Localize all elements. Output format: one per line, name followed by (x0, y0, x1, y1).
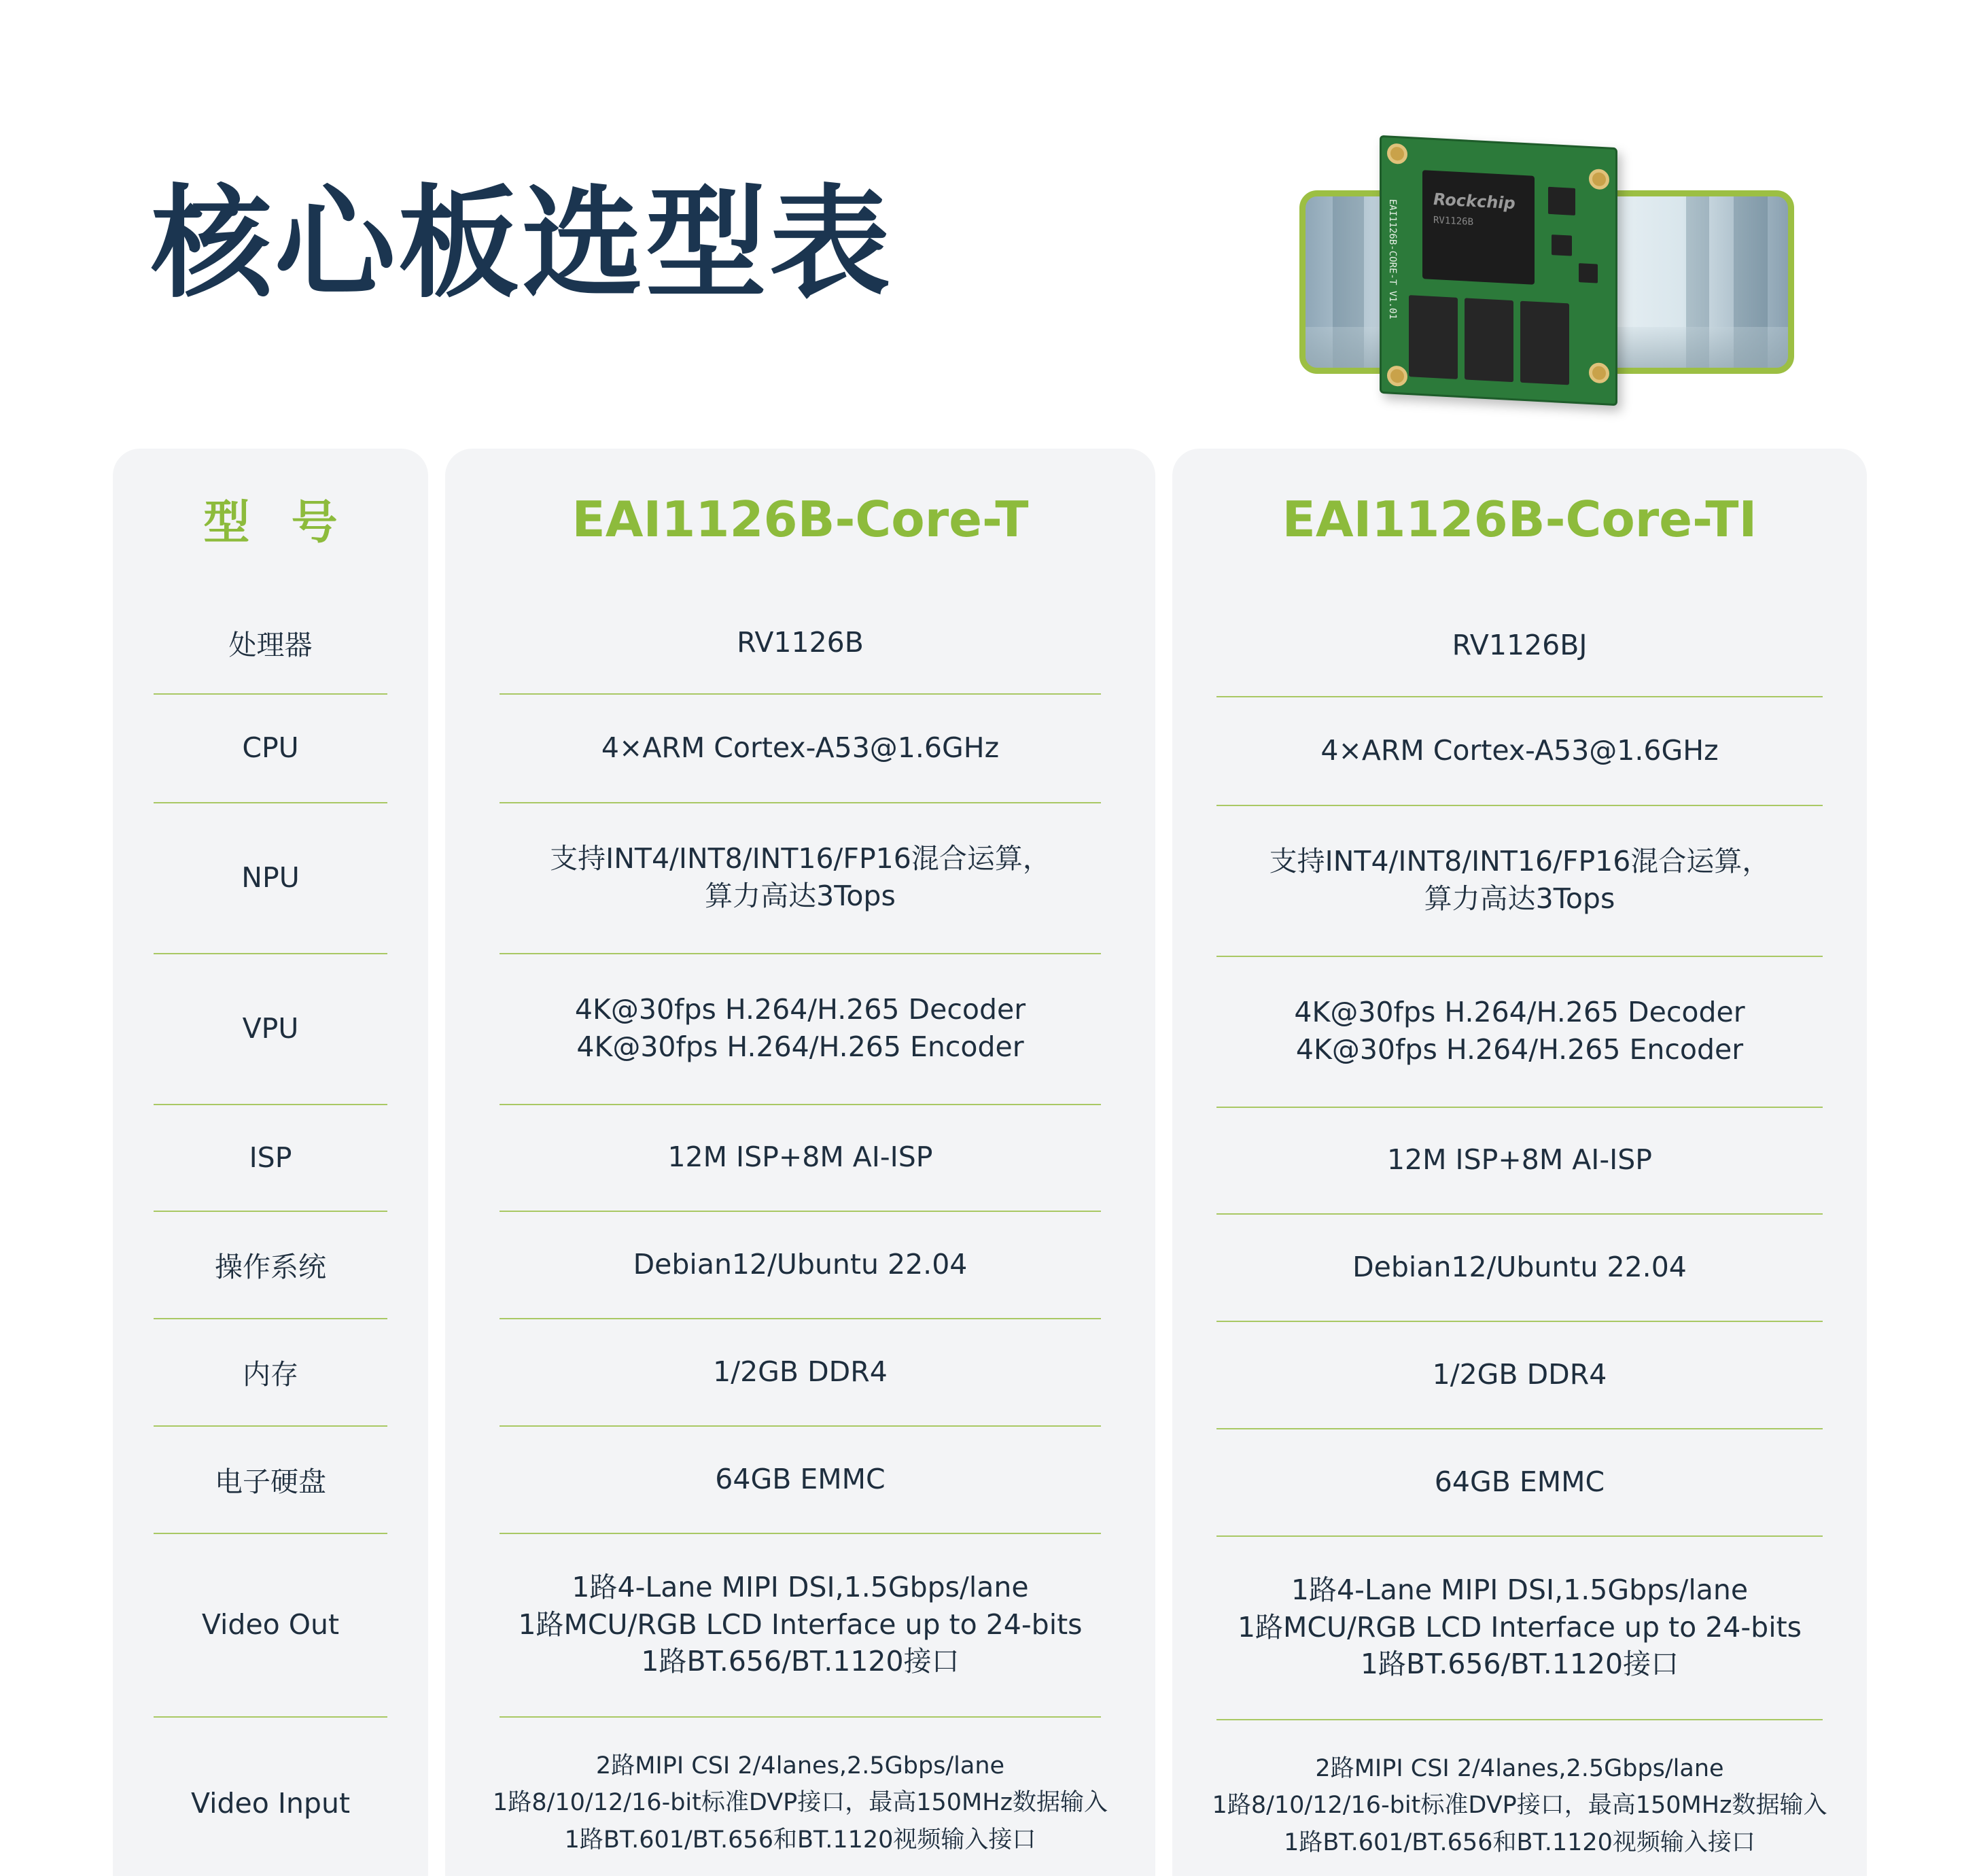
row-label (113, 1533, 428, 1716)
row-label (113, 1425, 428, 1533)
spec-value: 1/2GB DDR4 (713, 1355, 888, 1388)
spec-cell (1172, 1107, 1867, 1213)
spec-value: 支持INT4/INT8/INT16/FP16混合运算， 算力高达3Tops (1269, 845, 1770, 915)
spec-value: 12M ISP+8M AI-ISP (667, 1141, 933, 1174)
model-t-column (445, 449, 1155, 1876)
row-label-text: CPU (242, 731, 299, 764)
memory-chip (1465, 298, 1513, 382)
row-label-text: VPU (242, 1012, 299, 1045)
soc-chip (1422, 170, 1535, 285)
spec-cell (445, 591, 1155, 693)
row-label (113, 802, 428, 953)
spec-cell (1172, 1321, 1867, 1428)
spec-value: Debian12/Ubuntu 22.04 (1352, 1250, 1687, 1283)
spec-cell (445, 693, 1155, 802)
spec-value: 64GB EMMC (1434, 1465, 1605, 1498)
spec-cell (1172, 1535, 1867, 1719)
row-label (113, 1211, 428, 1318)
memory-chip (1409, 295, 1458, 379)
row-label (113, 953, 428, 1104)
spec-cell (445, 1211, 1155, 1318)
row-label (113, 1104, 428, 1211)
spec-value: 支持INT4/INT8/INT16/FP16混合运算， 算力高达3Tops (550, 842, 1051, 912)
board-silkscreen: EAI1126B-CORE-T V1.01 (1387, 198, 1398, 320)
model-t-header: EAI1126B-Core-T (572, 491, 1029, 548)
spec-value: 1/2GB DDR4 (1432, 1357, 1607, 1391)
model-ti-column (1172, 449, 1867, 1876)
spec-cell (445, 1716, 1155, 1876)
spec-value: 2路MIPI CSI 2/4lanes,2.5Gbps/lane 1路8/10/12/16-bit标准DVP接口，最高150MHz数据输入 1路BT.601/BT.656和BT.1120视频输入接口 (493, 1752, 1108, 1854)
soc-logo: Rockchip (1433, 189, 1516, 213)
core-board-image (1291, 136, 1808, 401)
spec-cell (1172, 696, 1867, 805)
spec-value: 2路MIPI CSI 2/4lanes,2.5Gbps/lane 1路8/10/12/16-bit标准DVP接口，最高150MHz数据输入 1路BT.601/BT.656和BT.1120视频输入接口 (1212, 1755, 1827, 1856)
spec-value: Debian12/Ubuntu 22.04 (633, 1247, 968, 1281)
row-label-text: Video Out (201, 1608, 340, 1641)
row-label-text: ISP (249, 1141, 292, 1174)
memory-chip (1520, 301, 1569, 385)
row-label-text: 操作系统 (215, 1250, 326, 1283)
spec-cell (445, 1533, 1155, 1716)
spec-cell (445, 802, 1155, 953)
model-ti-header: EAI1126B-Core-TI (1282, 491, 1757, 548)
spec-cell (1172, 1213, 1867, 1321)
row-label-text: NPU (241, 861, 300, 894)
spec-value: RV1126B (737, 625, 864, 659)
spec-cell (445, 953, 1155, 1104)
spec-cell (1172, 1428, 1867, 1535)
row-label (113, 1318, 428, 1425)
spec-value: 1路4-Lane MIPI DSI,1.5Gbps/lane 1路MCU/RGB LCD Interface up to 24-bits 1路BT.656/BT.1120接口 (1237, 1574, 1802, 1681)
spec-value: 12M ISP+8M AI-ISP (1386, 1143, 1653, 1177)
spec-value: 4×ARM Cortex-A53@1.6GHz (1320, 733, 1719, 767)
spec-value: 64GB EMMC (715, 1462, 886, 1495)
spec-cell (1172, 956, 1867, 1107)
row-label-text: 电子硬盘 (215, 1465, 326, 1498)
spec-cell (1172, 594, 1867, 696)
soc-part-number: RV1126B (1433, 214, 1474, 228)
row-label (113, 693, 428, 802)
spec-value: 4K@30fps H.264/H.265 Decoder 4K@30fps H.264/H.265 Encoder (574, 993, 1026, 1063)
spec-cell (445, 1104, 1155, 1211)
row-label-text: Video Input (190, 1786, 351, 1820)
spec-cell (445, 1425, 1155, 1533)
pcb-board (1380, 135, 1617, 406)
spec-cell (445, 1318, 1155, 1425)
label-column (113, 449, 428, 1876)
spec-cell (1172, 805, 1867, 956)
label-header: 型号 (203, 496, 379, 550)
row-label-text: 内存 (243, 1357, 298, 1391)
spec-cell (1172, 1719, 1867, 1876)
row-label-text: 处理器 (228, 628, 313, 661)
row-label (113, 1716, 428, 1876)
row-label (113, 591, 428, 693)
spec-value: 1路4-Lane MIPI DSI,1.5Gbps/lane 1路MCU/RGB LCD Interface up to 24-bits 1路BT.656/BT.1120接口 (518, 1571, 1083, 1678)
spec-value: 4×ARM Cortex-A53@1.6GHz (601, 731, 1000, 764)
page-title: 核心板选型表 (151, 173, 893, 314)
spec-value: RV1126BJ (1452, 628, 1588, 661)
spec-value: 4K@30fps H.264/H.265 Decoder 4K@30fps H.264/H.265 Encoder (1294, 996, 1745, 1066)
